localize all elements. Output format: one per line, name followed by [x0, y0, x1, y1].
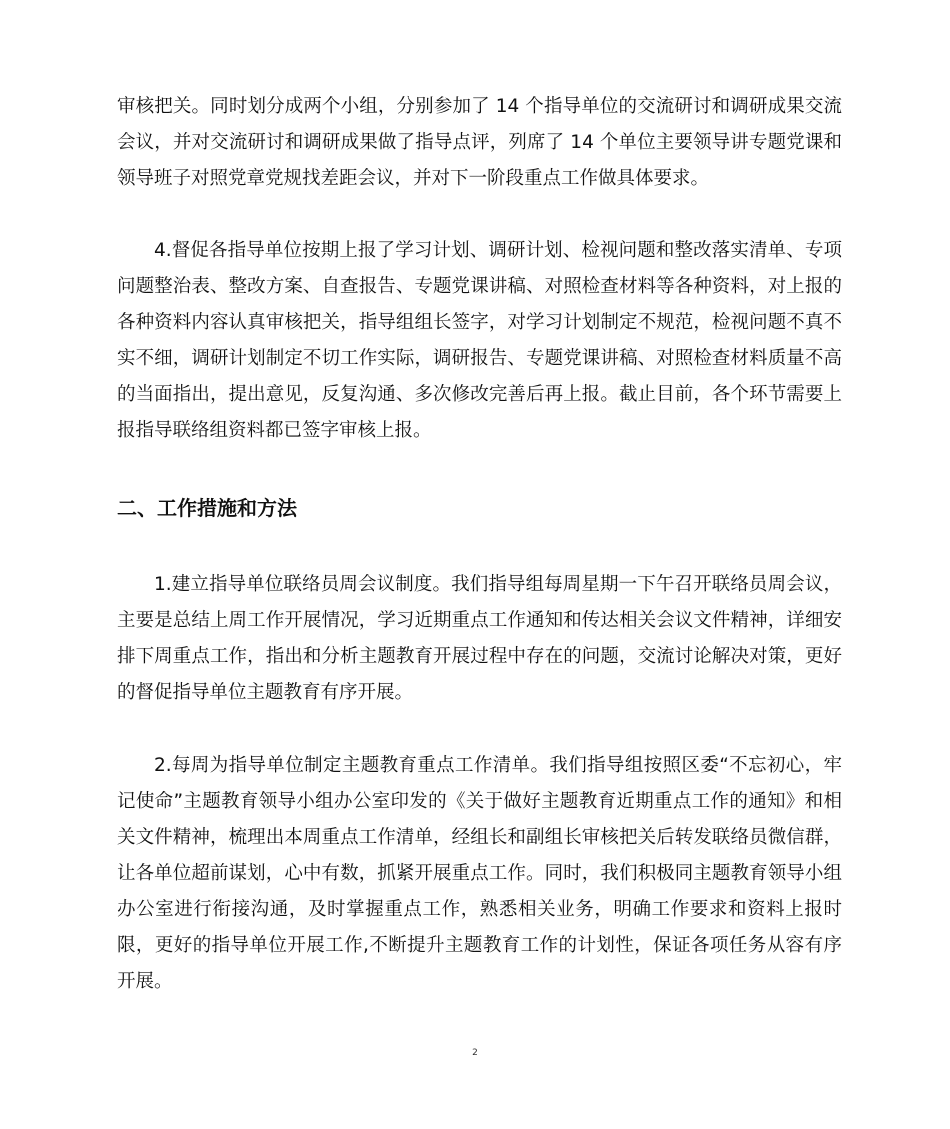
- section-heading: 二、工作措施和方法: [117, 496, 297, 520]
- paragraph-item-4: 4.督促各指导单位按期上报了学习计划、调研计划、检视问题和整改落实清单、专项问题整治表、整改方案、自查报告、专题党课讲稿、对照检查材料等各种资料，对上报的各种资料内容认真审核把关，指导组组长签字，对学习计划制定不规范，检视问题不真不实不细，调研计划制定不切工作实际，调研报告、专题党课讲稿、对照检查材料质量不高的当面指出，提出意见，反复沟通、多次修改完善后再上报。截止目前，各个环节需要上报指导联络组资料都已签字审核上报。: [117, 240, 842, 441]
- paragraph-review-continuation: 审核把关。同时划分成两个小组，分别参加了 14 个指导单位的交流研讨和调研成果交流会议，并对交流研讨和调研成果做了指导点评，列席了 14 个单位主要领导讲专题党课和领导班子对照党章党规找差距会议，并对下一阶段重点工作做具体要求。: [117, 96, 842, 189]
- paragraph-item-2: 2.每周为指导单位制定主题教育重点工作清单。我们指导组按照区委“不忘初心，牢记使命”主题教育领导小组办公室印发的《关于做好主题教育近期重点工作的通知》和相关文件精神，梳理出本周重点工作清单，经组长和副组长审核把关后转发联络员微信群，让各单位超前谋划，心中有数，抓紧开展重点工作。同时，我们积极同主题教育领导小组办公室进行衔接沟通，及时掌握重点工作，熟悉相关业务，明确工作要求和资料上报时限，更好的指导单位开展工作,不断提升主题教育工作的计划性，保证各项任务从容有序开展。: [117, 755, 842, 992]
- page-number: 2: [472, 1048, 478, 1058]
- paragraph-item-1: 1.建立指导单位联络员周会议制度。我们指导组每周星期一下午召开联络员周会议，主要是总结上周工作开展情况，学习近期重点工作通知和传达相关会议文件精神，详细安排下周重点工作，指出和分析主题教育开展过程中存在的问题，交流讨论解决对策，更好的督促指导单位主题教育有序开展。: [117, 574, 842, 703]
